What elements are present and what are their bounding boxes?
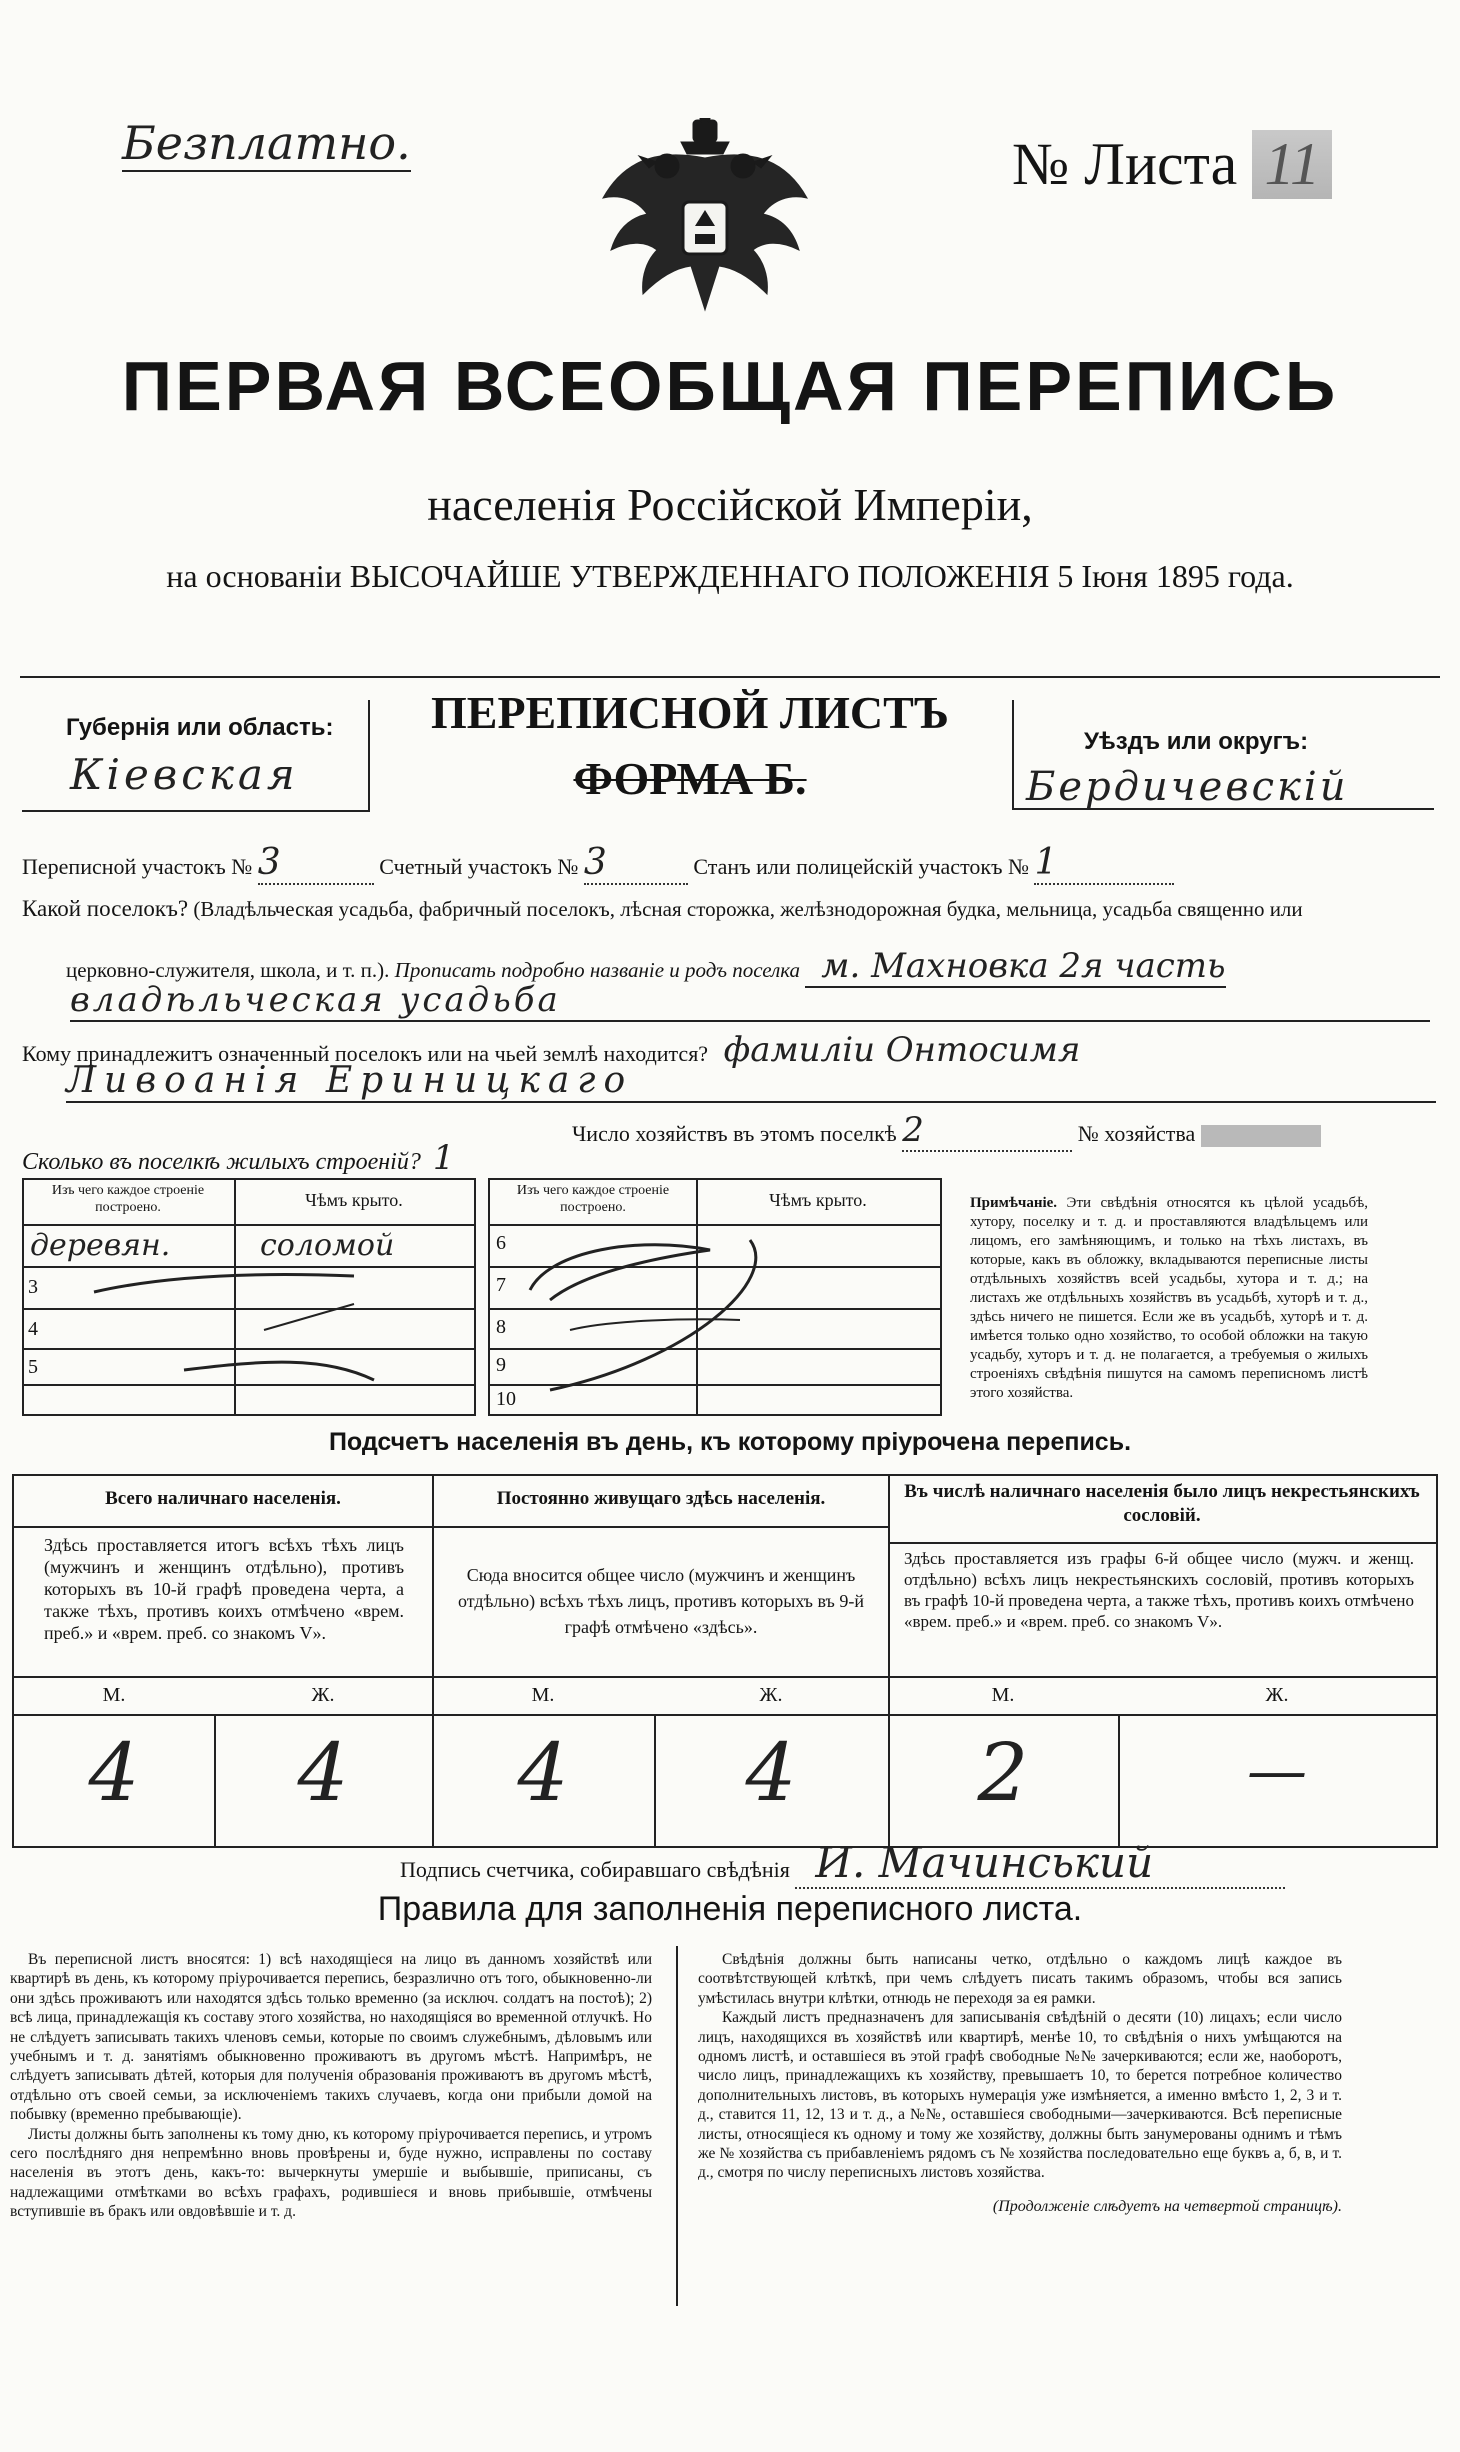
total-male-value: 4: [88, 1726, 140, 1819]
col1-f-header: Ж.: [311, 1684, 335, 1706]
rules-left-p2: Листы должны быть заполнены къ тому дню, къ которому пріурочивается перепись, и утромъ сего послѣдняго дня непремѣнно вновь провѣрены и, буде нужно, исправлены по составу населенія въ этотъ день, какъ-то: вычеркнуты умершіе и выбывшіе, приписаны, съ надлежащими отмѣтками во всѣхъ графахъ, родившіеся и вновь прибывшіе, отмѣчены вступившіе въ бракъ или овдовѣвшіе и т. д.: [10, 2125, 652, 2221]
left-row4-no: 4: [28, 1318, 38, 1340]
page-title: ПЕРВАЯ ВСЕОБЩАЯ ПЕРЕПИСЬ: [121, 347, 1339, 425]
province-value: Кіевская: [70, 750, 299, 799]
nonpeasant-female-value: —: [1247, 1736, 1307, 1806]
police-section-value: 1: [1034, 842, 1174, 885]
district-box: [1012, 700, 1434, 810]
right-row9-no: 9: [496, 1354, 506, 1376]
strike-marks-left: [24, 1180, 474, 1414]
col2-title: Постоянно живущаго здѣсь населенія.: [496, 1488, 826, 1509]
rules-left-p1: Въ переписной листъ вносятся: 1) всѣ находящіеся на лицо въ данномъ хозяйствѣ или квартирѣ въ день, къ которому пріурочивается перепись, безразлично отъ того, обыкновенно-ли они здѣсь проживаютъ или находятся здѣсь только временно (за исключ. солдатъ на постоѣ); 2) всѣ лица, принадлежащія къ составу этого хозяйства, но находящіяся во временной отлучкѣ. Но не слѣдуетъ записывать такихъ членовъ семьи, которые по своимъ служебнымъ, дѣловымъ или учебнымъ и т. д. занятіямъ обыкновенно проживаютъ въ другомъ мѣстѣ. Напримѣръ, не слѣдуетъ записывать дѣтей, которыя для полученія образованія проживаютъ въ другомъ мѣстѣ, отдѣльно отъ своей семьи, за исключеніемъ такихъ случаевъ, когда они прибыли домой на побывку (временно пребывающіе).: [10, 1951, 652, 2124]
col3-f-header: Ж.: [1265, 1684, 1289, 1706]
right-row8-no: 8: [496, 1316, 506, 1338]
rules-right-p2: Каждый листъ предназначенъ для записыванія свѣдѣній о десяти (10) лицахъ; если число лицъ, находящихся въ хозяйствѣ или квартирѣ, менѣе 10, то свѣдѣнія о нихъ умѣщаются на одномъ листѣ, и оставшіеся въ этой графѣ свободные №№ зачеркиваются; если же, наоборотъ, число лицъ, принадлежащихъ къ хозяйству, превышаетъ 10, то берется потребное количество дополнительныхъ листовъ, въ которыхъ нумерація уже измѣняется, а именно вмѣсто 1, 2, 3 и т. д., ставится 11, 12, 13 и т. д., а №№, оставшіеся свободными—зачеркиваются. Всѣ переписные листы, относящіеся къ одному и тому же хозяйству, должны быть занумерованы однимъ и тѣмъ же № хозяйства съ прибавленіемъ рядомъ съ № хозяйства последовательно еще буквъ а, б, в, и т. д., смотря по числу переписныхъ листовъ хозяйства.: [698, 2009, 1342, 2182]
col3-m-header: М.: [991, 1684, 1015, 1706]
buildings-note: Примѣчаніе. Эти свѣдѣнія относятся къ цѣлой усадьбѣ, хутору, поселку и т. д. и проставляются владѣльцемъ или лицомъ, его замѣняющимъ, и только на тѣхъ листахъ, въ которые, какъ въ обложку, вкладываются переписные листы отдѣльныхъ хозяйствъ всей усадьбы, хутора и т. д.; на листахъ же отдѣльныхъ хозяйствъ въ усадьбѣ, хуторѣ и т. д., здѣсь ничего не пишется. Если же въ усадьбѣ, хуторѣ и т. д. имѣется только одно хозяйство, то особой обложки на такую усадьбу, хуторъ и т. д. не полагается, а требуемыя о жилыхъ строеніяхъ свѣдѣнія пишутся на самомъ переписномъ листѣ этого хозяйства.: [970, 1195, 1369, 1401]
col2-text: Сюда вносится общее число (мужчинъ и женщинъ отдѣльно) всѣхъ тѣхъ лицъ, противъ которыхъ въ 9-й графѣ отмѣчено «здѣсь».: [458, 1565, 864, 1637]
col1-title: Всего наличнаго населенія.: [105, 1488, 341, 1509]
right-col-roof-header: Чѣмъ крыто.: [769, 1190, 867, 1210]
rules-title: Правила для заполненія переписного листа.: [377, 1890, 1083, 1928]
dwellings-row: Сколько въ поселкѣ жилыхъ строеній? 1: [22, 1138, 455, 1178]
col3-text: Здѣсь проставляется изъ графы 6-й общее число (мужч. и женщ. отдѣльно) всѣхъ лицъ некрестьянскихъ сословій, противъ которыхъ въ графѣ 10-й проведена черта, а также тѣхъ, противъ коихъ отмѣчено «врем. преб.» и «врем. преб. со знакомъ V».: [904, 1549, 1414, 1631]
left-row3-no: 3: [28, 1276, 38, 1298]
sheet-number-label: № Листа: [1012, 131, 1238, 197]
settlement-value-1: м. Махновка 2я часть: [805, 946, 1225, 988]
province-label: Губернія или область:: [66, 714, 334, 741]
free-label: Безплатно.: [122, 116, 411, 170]
resident-female-value: 4: [745, 1726, 797, 1819]
signature-row: Подпись счетчика, собиравшаго свѣдѣнія И. Мачинський: [400, 1838, 1440, 1889]
owner-value-2: Ливоанія Ериницкаго: [66, 1060, 1436, 1103]
col1-text: Здѣсь проставляется итогъ всѣхъ тѣхъ лицъ (мужчинъ и женщинъ отдѣльно), противъ которыхъ въ 10-й графѣ проведена черта, а также тѣхъ, противъ коихъ отмѣчено «врем. преб.» и «врем. преб. со знакомъ V».: [44, 1535, 404, 1643]
district-label: Уѣздъ или округъ:: [1084, 728, 1309, 755]
right-row7-no: 7: [496, 1274, 506, 1296]
right-col-material-header: Изъ чего каждое строеніе построено.: [516, 1183, 670, 1215]
sheet-number-value: 11: [1252, 130, 1332, 199]
district-value: Бердичевскій: [1026, 764, 1349, 810]
col1-m-header: М.: [102, 1684, 126, 1706]
buildings-table-left: [22, 1178, 476, 1416]
settlement-row: Какой поселокъ? (Владѣльческая усадьба, фабричный поселокъ, лѣсная сторожка, желѣзнодорожная будка, мельница, усадьба священно или: [22, 896, 1303, 921]
left-row5-no: 5: [28, 1356, 38, 1378]
sheet-number: [1012, 130, 1332, 199]
population-table: [12, 1474, 1438, 1848]
rules-right-column: [698, 1950, 1342, 2216]
settlement-value-2: владѣльческая усадьба: [70, 980, 1430, 1022]
census-section-value: 3: [258, 842, 374, 885]
form-name: ФОРМА Б.: [573, 753, 807, 804]
page-subtitle: населенія Россійской Имперіи,: [427, 479, 1033, 530]
province-box: [22, 700, 370, 812]
left-row1-material: деревян.: [30, 1228, 171, 1263]
left-col-roof-header: Чѣмъ крыто.: [305, 1190, 403, 1210]
household-no-value: [1201, 1125, 1321, 1147]
dwellings-value: 1: [432, 1138, 455, 1178]
settlement-row-2: церковно-служителя, школа, и т. п.). Прописать подробно названіе и родъ поселка м. Махновка 2я часть: [66, 946, 1226, 986]
count-section-value: 3: [584, 842, 688, 885]
total-female-value: 4: [297, 1726, 349, 1819]
census-section-row: Переписной участокъ № 3 Счетный участокъ № 3 Станъ или полицейскій участокъ № 1: [22, 842, 1442, 885]
strike-marks-right: [490, 1180, 940, 1414]
col3-title: Въ числѣ наличнаго населенія было лицъ некрестьянскихъ сословій.: [904, 1481, 1420, 1526]
page-basis: на основаніи ВЫСОЧАЙШЕ УТВЕРЖДЕННАГО ПОЛОЖЕНІЯ 5 Іюня 1895 года.: [166, 558, 1294, 594]
right-row10-no: 10: [496, 1388, 516, 1410]
imperial-eagle-emblem: [595, 118, 815, 313]
buildings-table-right: [488, 1178, 942, 1416]
col2-f-header: Ж.: [759, 1684, 783, 1706]
left-row1-roof: соломой: [260, 1228, 395, 1263]
form-title: ПЕРЕПИСНОЙ ЛИСТЪ: [430, 687, 950, 738]
rules-continued: (Продолженіе слѣдуетъ на четвертой страницѣ).: [992, 2197, 1342, 2215]
owner-row: Кому принадлежитъ означенный поселокъ или на чьей землѣ находится? фамиліи Онтосимя: [22, 1030, 1081, 1070]
signature-value: И. Мачинський: [795, 1838, 1285, 1889]
nonpeasant-male-value: 2: [977, 1726, 1029, 1819]
left-col-material-header: Изъ чего каждое строеніе построено.: [51, 1183, 205, 1215]
right-row6-no: 6: [496, 1232, 506, 1254]
col2-m-header: М.: [531, 1684, 555, 1706]
owner-value-1: фамиліи Онтосимя: [723, 1030, 1081, 1070]
rules-right-p1: Свѣдѣнія должны быть написаны четко, отдѣльно о каждомъ лицѣ каждое въ соотвѣтствующей клѣткѣ, при чемъ слѣдуетъ писать такимъ образомъ, чтобы вся запись умѣстилась внутри клѣтки, отнюдь не переходя за ея рамки.: [698, 1951, 1342, 2007]
population-caption: Подсчетъ населенія въ день, къ которому пріурочена перепись.: [328, 1428, 1132, 1456]
resident-male-value: 4: [517, 1726, 569, 1819]
households-row: Число хозяйствъ въ этомъ поселкѣ 2 № хозяйства: [572, 1110, 1442, 1152]
households-value: 2: [902, 1110, 1072, 1152]
rules-left-column: [10, 1950, 652, 2222]
